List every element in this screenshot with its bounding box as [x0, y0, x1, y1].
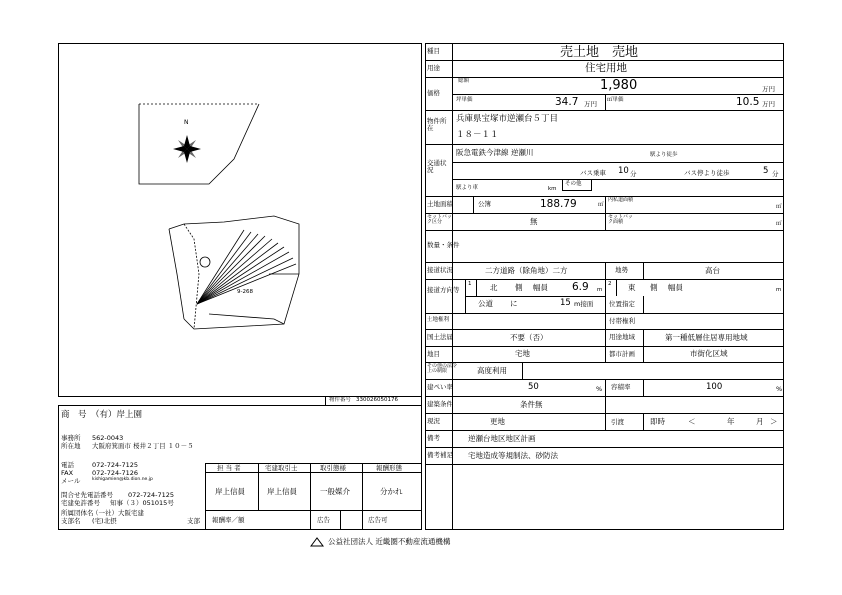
remarks2-label: 備考補足 — [427, 451, 453, 459]
land-area-label: 土地面積 — [427, 200, 453, 208]
far-percent: % — [776, 385, 783, 393]
road2-no: 2 — [608, 281, 612, 287]
train-line: 阪急電鉄今津線 逆瀬川 — [456, 148, 534, 157]
road1-side: 側 — [515, 283, 523, 292]
remarks-label: 備考 — [427, 434, 440, 442]
land-area-kind: 公簿 — [478, 200, 491, 208]
bus-label: バス乗車 — [580, 169, 606, 177]
terrain-value: 高台 — [705, 266, 720, 275]
property-type: 売土地 売地 — [560, 45, 639, 60]
price-sub-label: 総額 — [458, 78, 470, 84]
remarks2-value: 宅地造成等規制法、砂防法 — [468, 451, 558, 460]
road-label: 接道方向等 — [427, 286, 460, 294]
sqm-price: 10.5 — [736, 96, 760, 108]
road1-width-unit: m — [597, 287, 603, 293]
other-access-label: その他 — [565, 181, 582, 187]
license-number: 知事（３）051015号 — [110, 499, 174, 507]
land-category-label: 地目 — [427, 350, 440, 358]
road1-direction: 北 — [490, 283, 498, 292]
address-label: 所在地 — [61, 442, 81, 450]
setback-area-unit: ㎡ — [776, 221, 782, 227]
road2-width-label: 幅員 — [668, 283, 683, 292]
ad-value: 広告可 — [368, 516, 388, 524]
use-label: 用途 — [427, 64, 440, 72]
bus-minutes: 10 — [618, 166, 629, 176]
listing-number-label: 物件番号 — [329, 397, 352, 403]
trade-name: （有）岸上園 — [91, 410, 143, 420]
delivery-month: 月 — [756, 417, 764, 426]
svg-text:N: N — [184, 119, 189, 126]
property-use: 住宅用地 — [585, 62, 627, 74]
setback-area-label: セットバック面積 — [608, 214, 633, 226]
branch-label: 支部名 — [61, 517, 81, 525]
staff-fee: 分かれ — [380, 487, 403, 496]
bcr-value: 50 — [528, 382, 539, 392]
zoning-label: 用途地域 — [609, 333, 635, 341]
road2-side: 側 — [650, 283, 658, 292]
staff-agent: 岸上信員 — [267, 487, 297, 496]
km-unit: km — [548, 186, 557, 192]
station-walk-label: 駅より徒歩 — [650, 152, 678, 158]
tel-label: 電話 — [61, 461, 74, 469]
branch: (宅)北摂 — [92, 517, 117, 525]
rights-label: 土地権利 — [427, 317, 450, 323]
price-total: 1,980 — [600, 78, 638, 93]
bus-walk-unit: 分 — [772, 170, 779, 178]
traffic-label: 交通状況 — [427, 159, 447, 174]
road-contact-unit: m接面 — [574, 300, 594, 308]
far-value: 100 — [706, 382, 723, 392]
private-road-label: 内私道面積 — [608, 197, 634, 203]
location-label: 物件所在 — [427, 117, 447, 132]
remarks-value: 逆瀬台地区地区計画 — [468, 434, 536, 443]
fee-rate-label: 報酬率／額 — [212, 516, 245, 524]
association: （一社）大阪宅建 — [92, 509, 144, 517]
fax-number: 072-724-7126 — [92, 469, 139, 477]
branch-suffix: 支部 — [187, 517, 200, 525]
association-label: 所属団体名 — [61, 509, 94, 517]
road-ni: に — [510, 299, 518, 308]
tsubo-price: 34.7 — [555, 96, 579, 108]
staff-header-mode: 取引態様 — [320, 464, 346, 472]
access-label: 接道状況 — [427, 266, 453, 274]
map-parcel-number: 9-268 — [237, 289, 253, 295]
ad-label: 広告 — [317, 516, 330, 524]
road1-width-label: 幅員 — [533, 283, 548, 292]
road2-width-unit: m — [776, 287, 782, 293]
road1-no: 1 — [468, 281, 472, 287]
price-label: 価格 — [427, 89, 440, 97]
road2-direction: 東 — [628, 283, 636, 292]
setback-label: セットバック区分 — [427, 214, 452, 226]
staff-header-fee: 報酬形態 — [376, 464, 402, 472]
far-label: 容積率 — [611, 383, 631, 391]
status-label: 現況 — [427, 417, 440, 425]
national-use-value: 不要（否） — [510, 333, 548, 342]
license-label: 宅建免許番号 — [61, 499, 100, 507]
road-contact-length: 15 — [560, 298, 571, 308]
delivery-year: 年 — [727, 417, 735, 426]
land-area: 188.79 — [540, 198, 577, 210]
sqm-label: ㎡単価 — [607, 97, 624, 103]
delivery-label: 引渡 — [611, 418, 624, 426]
city-plan-label: 都市計画 — [609, 350, 635, 358]
delivery-value: 即時 — [650, 417, 665, 426]
zoning-value: 第一種低層住居専用地域 — [665, 333, 748, 342]
price-unit: 万円 — [762, 85, 775, 93]
tel-number: 072-724-7125 — [92, 461, 139, 469]
private-road-unit: ㎡ — [776, 204, 782, 210]
staff-header-agent: 宅建取引士 — [265, 464, 298, 472]
bus-minutes-unit: 分 — [630, 170, 637, 178]
office-label: 事務所 — [61, 434, 81, 442]
inquiry-tel: 072-724-7125 — [128, 491, 175, 499]
parcel-map — [59, 44, 421, 396]
road-public: 公道 — [478, 299, 493, 308]
trade-name-label: 商 号 — [61, 410, 87, 420]
tsubo-label: 坪単価 — [456, 97, 473, 103]
station-car-label: 駅より車 — [456, 185, 479, 191]
conditions-label: 数量・条件 — [427, 241, 460, 249]
terrain-label: 地勢 — [615, 266, 628, 274]
postal-code: 562-0043 — [92, 434, 124, 442]
location-line1: 兵庫県宝塚市逆瀬台５丁目 — [456, 114, 559, 124]
bcr-label: 建ぺい率 — [427, 383, 453, 391]
map-panel — [58, 43, 422, 397]
road1-width: 6.9 — [572, 281, 589, 293]
setback-value: 無 — [530, 217, 538, 226]
national-use-label: 国土法届 — [427, 333, 453, 341]
compass-icon — [173, 135, 201, 163]
status-value: 更地 — [490, 417, 505, 426]
location-line2: １８－１１ — [456, 130, 499, 140]
bus-walk-label: バス停より徒歩 — [684, 169, 730, 177]
org-name: 公益社団法人 近畿圏不動産流通機構 — [328, 537, 451, 546]
org-logo-icon — [310, 537, 324, 547]
sqm-unit: 万円 — [762, 100, 775, 108]
company-address: 大阪府箕面市 桜井２丁目 １０－５ — [92, 442, 194, 450]
fax-label: FAX — [61, 469, 74, 477]
footer — [310, 536, 550, 548]
access-value: 二方道路（除角地）二方 — [485, 266, 568, 275]
bcr-percent: % — [596, 385, 603, 393]
mail-label: メール — [61, 477, 81, 485]
land-area-unit: ㎡ — [598, 202, 604, 208]
staff-header-person: 担 当 者 — [217, 464, 241, 472]
mail-address: kishigamien@kb.dion.ne.jp — [92, 477, 153, 482]
tsubo-unit: 万円 — [584, 100, 597, 108]
land-category-value: 宅地 — [515, 349, 530, 358]
listing-number: 330026050176 — [356, 397, 398, 403]
delivery-close: ＞ — [770, 417, 778, 426]
other-limits-value: 高度利用 — [477, 366, 507, 375]
build-cond-value: 条件無 — [520, 400, 543, 409]
build-cond-label: 建築条件 — [427, 400, 453, 408]
inquiry-label: 問合せ先電話番号 — [61, 491, 113, 499]
type-label: 種目 — [427, 47, 440, 55]
incidental-label: 付帯権利 — [609, 317, 635, 325]
staff-person: 岸上信員 — [215, 487, 245, 496]
delivery-open: ＜ — [688, 417, 696, 426]
staff-mode: 一般媒介 — [320, 487, 350, 496]
other-limits-label: その他の法令上の制限 — [427, 363, 458, 375]
position-label: 位置指定 — [609, 300, 635, 308]
city-plan-value: 市街化区域 — [690, 349, 728, 358]
bus-walk-minutes: 5 — [763, 166, 769, 176]
